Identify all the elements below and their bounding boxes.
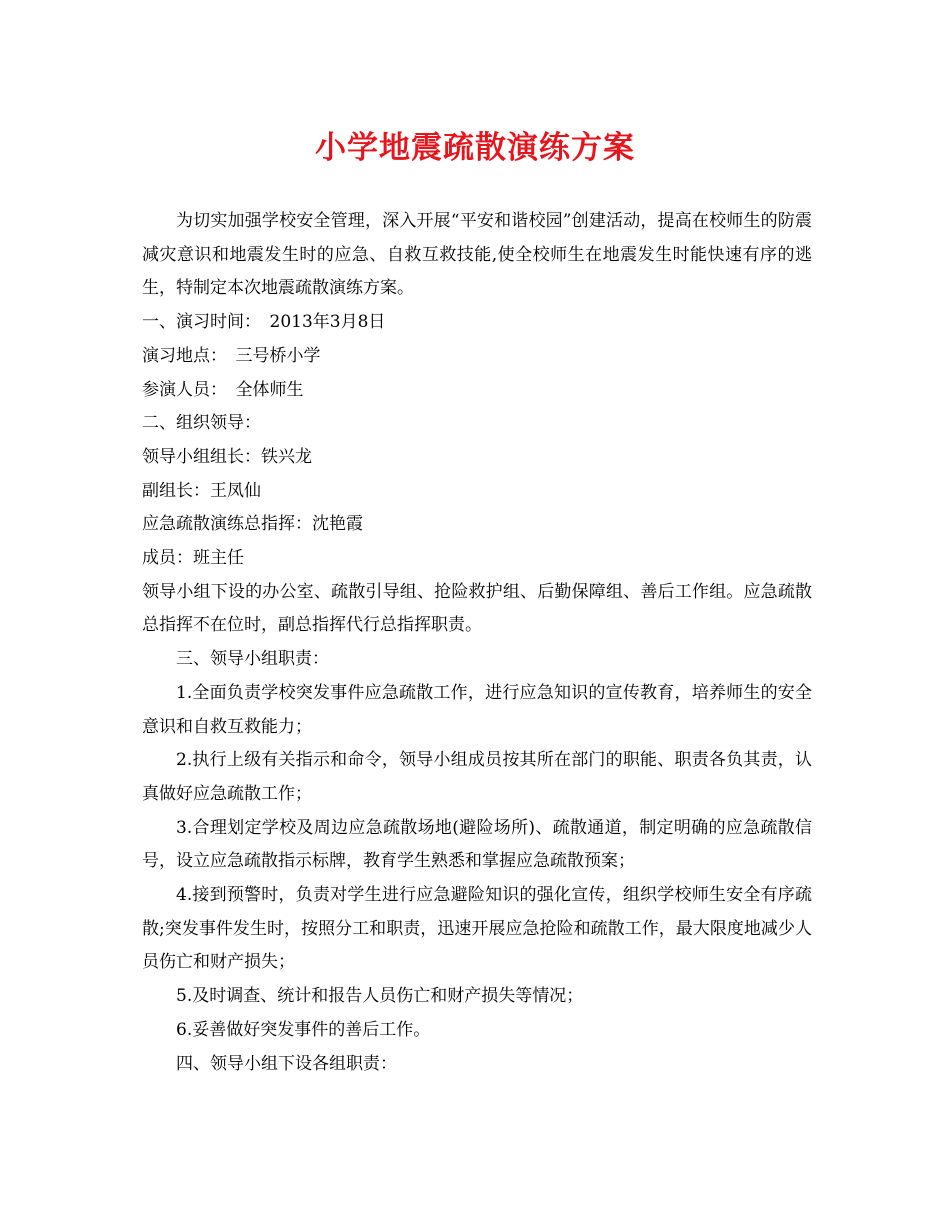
paragraph-duty-6: 6.妥善做好突发事件的善后工作。 <box>176 1019 431 1040</box>
paragraph-duty-2: 2.执行上级有关指示和命令，领导小组成员按其所在部门的职能、职责各负其责，认真做好应急疏散工作； <box>142 750 812 804</box>
paragraph-organization-heading: 二、组织领导： <box>142 413 261 434</box>
paragraph-duty-3: 3.合理划定学校及周边应急疏散场地(避险场所)、疏散通道，制定明确的应急疏散信号，设立应急疏散指示标牌，教育学生熟悉和掌握应急疏散预案； <box>142 817 812 872</box>
paragraph-subgroup-duties-heading: 四、领导小组下设各组职责： <box>176 1053 397 1074</box>
paragraph-deputy-leader: 副组长：王凤仙 <box>142 480 261 501</box>
paragraph-duty-5: 5.及时调查、统计和报告人员伤亡和财产损失等情况； <box>176 986 584 1007</box>
paragraph-duty-1: 1.全面负责学校突发事件应急疏散工作，进行应急知识的宣传教育，培养师生的安全意识和自救互救能力； <box>142 682 812 737</box>
paragraph-group-leader: 领导小组组长：铁兴龙 <box>142 446 312 467</box>
paragraph-participants: 参演人员： 全体师生 <box>142 379 304 400</box>
paragraph-members: 成员：班主任 <box>142 548 244 569</box>
paragraph-duties-heading: 三、领导小组职责： <box>176 649 329 670</box>
paragraph-drill-location: 演习地点： 三号桥小学 <box>142 345 321 366</box>
paragraph-subgroups: 领导小组下设的办公室、疏散引导组、抢险救护组、后勤保障组、善后工作组。应急疏散总指挥不在位时，副总指挥代行总指挥职责。 <box>142 581 812 636</box>
paragraph-drill-time: 一、演习时间： 2013年3月8日 <box>142 312 386 333</box>
paragraph-intro: 为切实加强学校安全管理，深入开展“平安和谐校园”创建活动，提高在校师生的防震减灾意识和地震发生时的应急、自救互救技能,使全校师生在地震发生时能快速有序的逃生，特制定本次地震疏散演练方案。 <box>142 211 812 299</box>
paragraph-duty-4: 4.接到预警时，负责对学生进行应急避险知识的强化宣传，组织学校师生安全有序疏散;突发事件发生时，按照分工和职责，迅速开展应急抢险和疏散工作，最大限度地减少人员伤亡和财产损失； <box>142 885 812 973</box>
paragraph-chief-commander: 应急疏散演练总指挥：沈艳霞 <box>142 514 363 535</box>
document-title: 小学地震疏散演练方案 <box>315 130 635 166</box>
document-body <box>142 205 812 1081</box>
